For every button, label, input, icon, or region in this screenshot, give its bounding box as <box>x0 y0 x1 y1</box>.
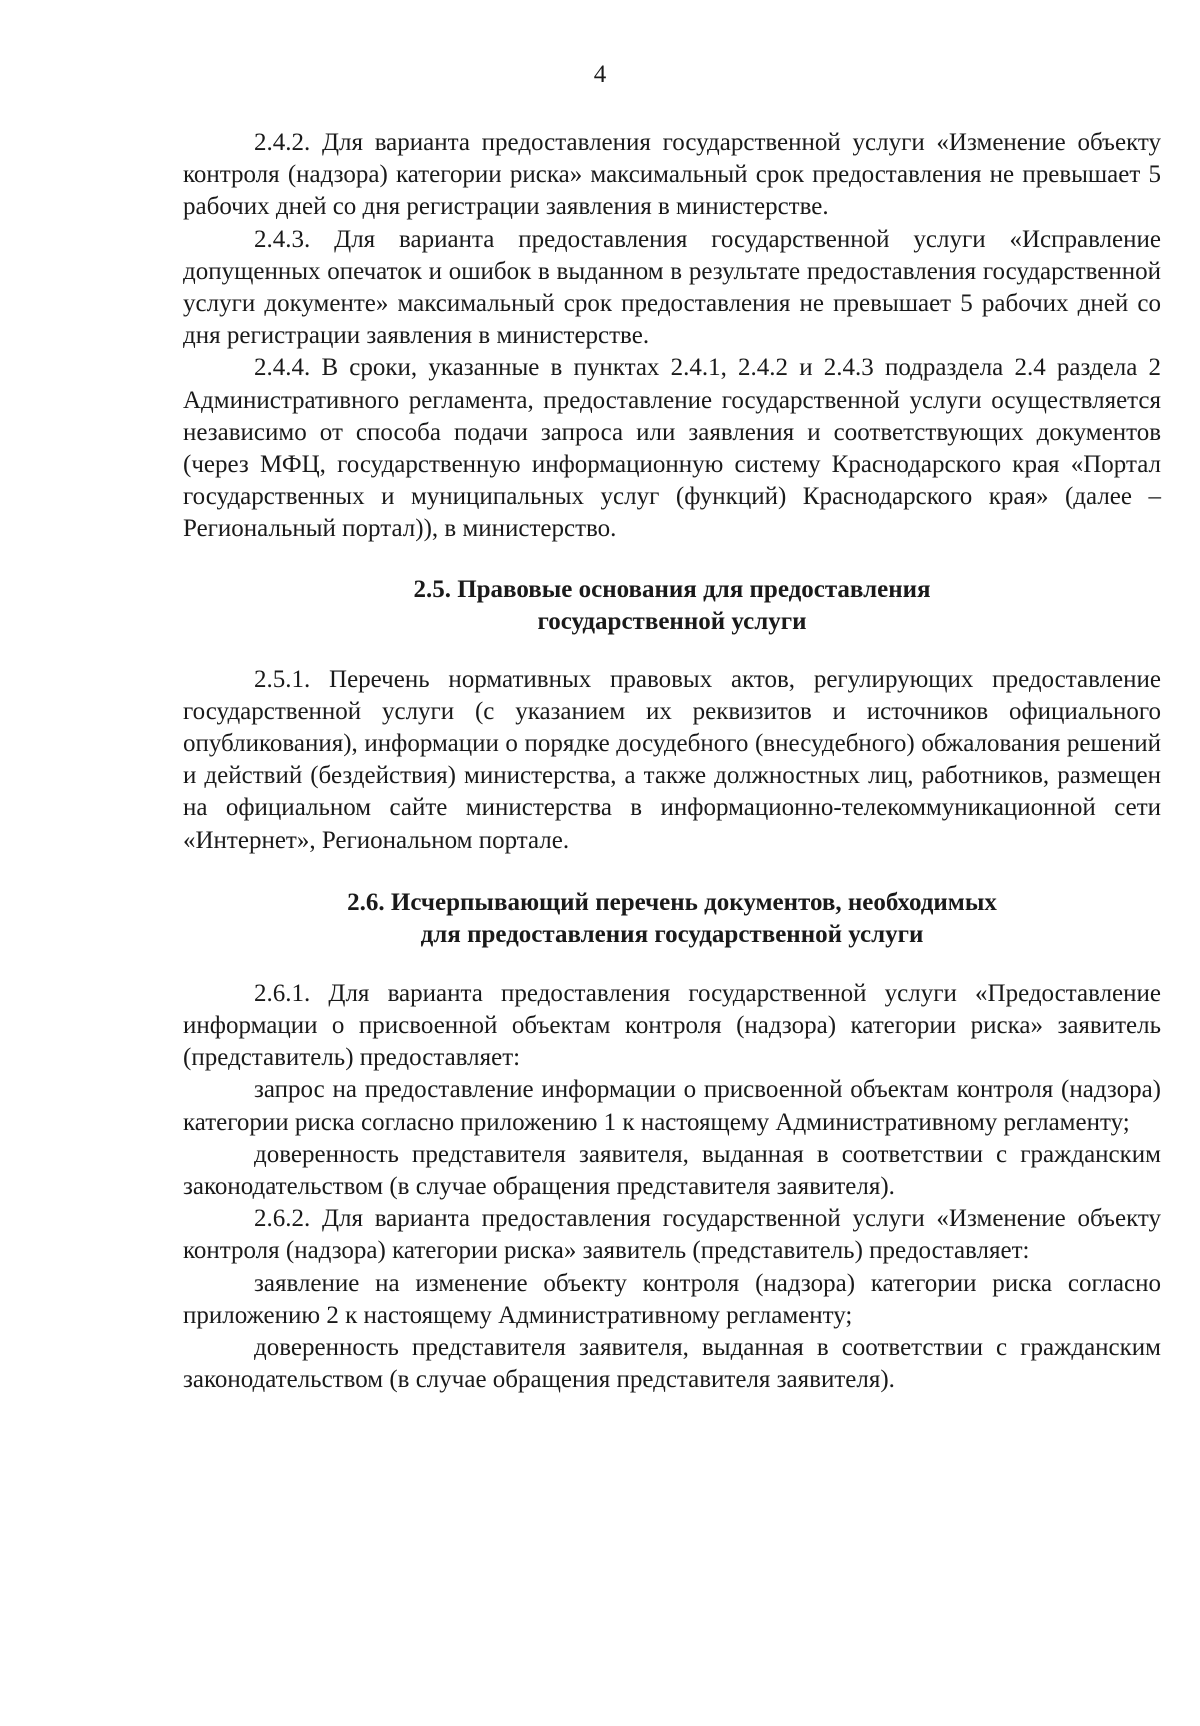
paragraph-2-6-2: 2.6.2. Для варианта предоставления государственной услуги «Изменение объекту контроля (надзора) категории риска» заявитель (представитель) предоставляет: <box>183 1205 1161 1265</box>
page-number: 4 <box>593 61 607 88</box>
paragraph-2-5-1: 2.5.1. Перечень нормативных правовых актов, регулирующих предоставление государственной услуги (с указанием их реквизитов и источников официального опубликования), информации о порядке досудебного (внесудебного) обжалования решений и действий (бездействия) министерства, а также должностных лиц, работников, размещен на официальном сайте министерства в информационно-телекоммуникационной сети «Интернет», Региональном портале. <box>183 665 1161 854</box>
section-heading-2-6-line1: 2.6. Исчерпывающий перечень документов, необходимых <box>347 888 997 916</box>
section-heading-2-6-line2: для предоставления государственной услуги <box>420 920 924 948</box>
paragraph-2-4-4: 2.4.4. В сроки, указанные в пунктах 2.4.1, 2.4.2 и 2.4.3 подраздела 2.4 раздела 2 Административного регламента, предоставление государственной услуги осуществляется независимо от способа подачи запроса или заявления и соответствующих документов (через МФЦ, государственную информационную систему Краснодарского края «Портал государственных и муниципальных услуг (функций) Краснодарского края» (далее – Региональный портал)), в министерство. <box>183 354 1161 543</box>
section-heading-2-5-line2: государственной услуги <box>537 607 807 635</box>
section-heading-2-6 <box>183 887 1161 951</box>
paragraph-2-6-1: 2.6.1. Для варианта предоставления государственной услуги «Предоставление информации о присвоенной объектам контроля (надзора) категории риска» заявитель (представитель) предоставляет: <box>183 979 1161 1072</box>
section-heading-2-5 <box>183 574 1161 638</box>
paragraph-2-6-2-power-of-attorney: доверенность представителя заявителя, выданная в соответствии с гражданским законодательством (в случае обращения представителя заявителя). <box>183 1334 1161 1394</box>
document-body <box>183 127 1161 1397</box>
paragraph-2-4-3: 2.4.3. Для варианта предоставления государственной услуги «Исправление допущенных опечаток и ошибок в выданном в результате предоставления государственной услуги документе» максимальный срок предоставления не превышает 5 рабочих дней со дня регистрации заявления в министерстве. <box>183 225 1161 350</box>
paragraph-2-6-2-application: заявление на изменение объекту контроля (надзора) категории риска согласно приложению 2 к настоящему Административному регламенту; <box>183 1269 1161 1329</box>
section-heading-2-5-line1: 2.5. Правовые основания для предоставления <box>413 575 931 603</box>
paragraph-2-4-2: 2.4.2. Для варианта предоставления государственной услуги «Изменение объекту контроля (надзора) категории риска» максимальный срок предоставления не превышает 5 рабочих дней со дня регистрации заявления в министерстве. <box>183 129 1161 221</box>
paragraph-2-6-1-request: запрос на предоставление информации о присвоенной объектам контроля (надзора) категории риска согласно приложению 1 к настоящему Административному регламенту; <box>183 1076 1161 1136</box>
paragraph-2-6-1-power-of-attorney: доверенность представителя заявителя, выданная в соответствии с гражданским законодательством (в случае обращения представителя заявителя). <box>183 1140 1161 1201</box>
